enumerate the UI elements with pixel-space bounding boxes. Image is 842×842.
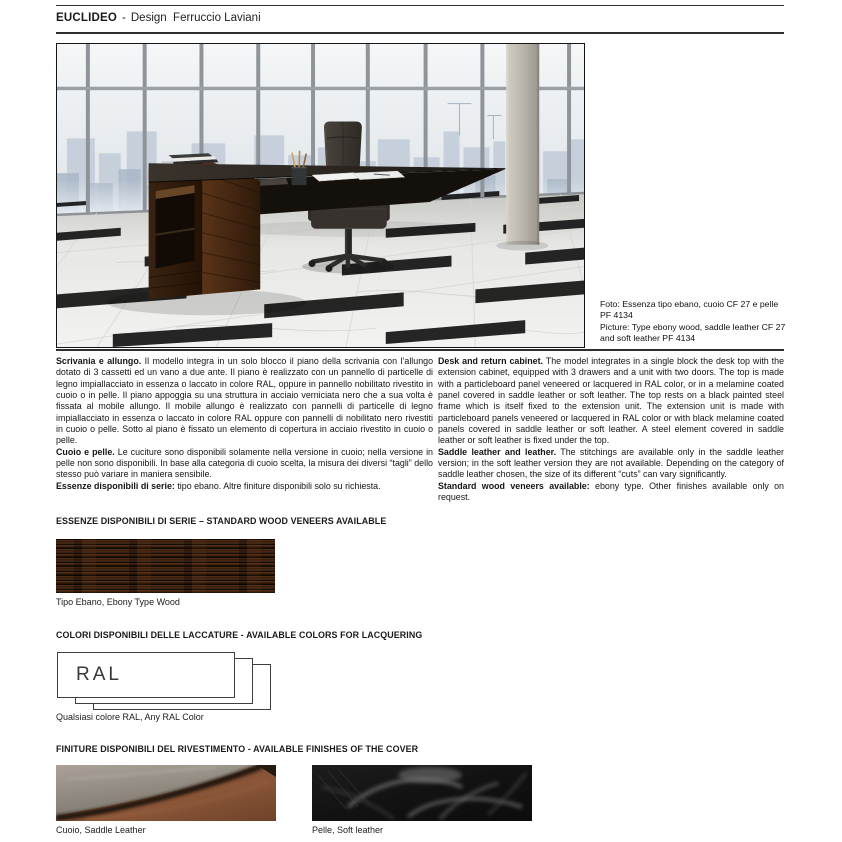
paragraph: [438, 356, 784, 447]
top-divider: [56, 5, 784, 6]
veneers-heading: ESSENZE DISPONIBILI DI SERIE – STANDARD WOOD VENEERS AVAILABLE: [56, 516, 387, 526]
saddle-leather-label: Cuoio, Saddle Leather: [56, 825, 146, 835]
paragraph: [56, 447, 433, 481]
paragraph-lead: Saddle leather and leather.: [438, 446, 557, 457]
paragraph-text: The model integrates in a single block the desk top with the extension cabinet, equipped with 3 drawers and a unit with two doors. The top is made with a particleboard panel veneered or lacquered in RAL color, or in a melamine coated panel covered in saddle leather or soft leather. The top rests on a black painted steel frame which is itself fixed to the extension unit. The extension unit is made with particleboard panels veneered or lacquered in RAL color or with black melamine coated panels covered in saddle leather or soft leather. A steel element covered in saddle leather or soft leather is fixed under the top.: [438, 356, 785, 446]
ebony-wood-label: Tipo Ebano, Ebony Type Wood: [56, 597, 180, 607]
ral-card-front: [57, 652, 235, 698]
lacquering-heading: COLORI DISPONIBILI DELLE LACCATURE - AVAILABLE COLORS FOR LACQUERING: [56, 630, 423, 640]
paragraph: [438, 447, 784, 481]
photo-caption-italian: Foto: Essenza tipo ebano, cuoio CF 27 e pelle PF 4134: [600, 299, 779, 321]
ral-logo-text: RAL: [76, 664, 122, 685]
photo-caption: [600, 299, 786, 345]
paragraph: [438, 481, 784, 504]
soft-leather-swatch: [312, 765, 532, 821]
paragraph-text: The stitchings are available only in the saddle leather version; in the soft leather version they are not available. Depending on the category of saddle leather chosen, the size of its different “cuts” can vary significantly.: [438, 446, 784, 480]
ral-label: Qualsiasi colore RAL, Any RAL Color: [56, 712, 204, 722]
paragraph-text: ebony type. Other finishes available only on request.: [438, 480, 784, 503]
soft-leather-label: Pelle, Soft leather: [312, 825, 384, 835]
finishes-heading: FINITURE DISPONIBILI DEL RIVESTIMENTO - AVAILABLE FINISHES OF THE COVER: [56, 744, 419, 754]
photo-divider: [56, 349, 784, 351]
paragraph-text: Le cuciture sono disponibili solamente nella versione in cuoio; nella versione in pelle non sono disponibili. In base alla categoria di cuoio scelta, la misura dei diversi “tagli” dello stesso può variare in maniera sensibile.: [56, 446, 433, 480]
photo-caption-english: Picture: Type ebony wood, saddle leather CF 27 and soft leather PF 4134: [600, 321, 786, 344]
paragraph-lead: Cuoio e pelle.: [56, 446, 115, 457]
description-italian: [56, 356, 433, 492]
paragraph-lead: Desk and return cabinet.: [438, 356, 544, 366]
product-photo: [56, 43, 585, 348]
title-separator: -: [122, 12, 126, 24]
page-title: [56, 12, 261, 24]
paragraph: [56, 356, 433, 447]
product-name: EUCLIDEO: [56, 12, 118, 24]
paragraph: [56, 481, 433, 492]
window-transom: [57, 87, 584, 90]
title-divider: [56, 32, 784, 34]
paragraph-lead: Essenze disponibili di serie:: [56, 480, 175, 491]
designer-name: Design Ferruccio Laviani: [130, 12, 261, 24]
description-english: [438, 356, 784, 503]
ebony-wood-swatch: [56, 539, 275, 593]
paragraph-lead: Standard wood veneers available:: [438, 480, 590, 491]
paragraph-text: Il modello integra in un solo blocco il piano della scrivania con l’allungo dotato di 3 cassetti ed un vano a due ante. Il piano è realizzato con un pannello di particelle di legno impiallacciato in essenza o laccato in colore RAL, oppure in pannello nobilitato rivestito in cuoio o in pelle. Il piano appoggia su una struttura in acciaio verniciata nero che a sua volta è fissata al mobile allungo. Il mobile allungo è realizzato con pannelli di particelle di legno impiallacciato in essenza o laccato in colore RAL oppure con pannelli di nobilitato nero rivestiti in cuoio o pelle. Sotto al piano è fissato un elemento di copertura in acciaio rivestito in cuoio o pelle.: [56, 356, 434, 446]
saddle-leather-swatch: [56, 765, 276, 821]
paragraph-lead: Scrivania e allungo.: [56, 356, 142, 366]
paragraph-text: tipo ebano. Altre finiture disponibili solo su richiesta.: [177, 480, 381, 491]
photo-illustration: [57, 44, 584, 347]
